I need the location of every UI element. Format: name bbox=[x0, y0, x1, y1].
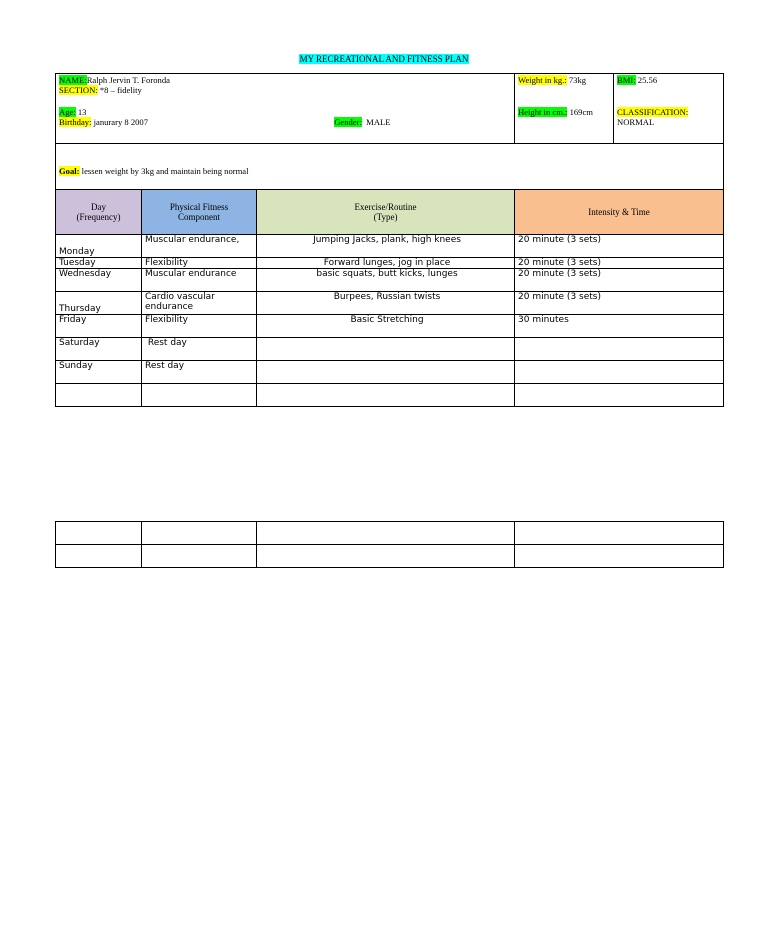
body-measurements-cell bbox=[515, 74, 614, 144]
exercise-cell: Jumping Jacks, plank, high knees bbox=[257, 235, 515, 258]
day-cell: Tuesday bbox=[56, 258, 142, 269]
fitness-plan-table bbox=[55, 73, 724, 407]
weight-label: Weight in kg.: bbox=[518, 75, 567, 85]
header-day bbox=[56, 190, 142, 235]
intensity-cell: 20 minute (3 sets) bbox=[515, 235, 724, 258]
section-value: *8 – fidelity bbox=[97, 85, 142, 95]
blank-cell bbox=[257, 545, 515, 568]
gender-label: Gender: bbox=[334, 117, 362, 127]
gender-value: MALE bbox=[361, 117, 391, 127]
day-cell: Friday bbox=[56, 315, 142, 338]
goal-row bbox=[56, 144, 724, 190]
exercise-cell: Forward lunges, jog in place bbox=[257, 258, 515, 269]
schedule-header-row bbox=[56, 190, 724, 235]
bmi-value: 25.56 bbox=[635, 75, 658, 85]
intensity-cell: 20 minute (3 sets) bbox=[515, 269, 724, 292]
section-label: SECTION: bbox=[59, 85, 98, 95]
blank-table bbox=[55, 521, 724, 568]
exercise-cell bbox=[257, 338, 515, 361]
age-value: 13 bbox=[75, 107, 87, 117]
goal-text: lessen weight by 3kg and maintain being normal bbox=[79, 166, 249, 176]
header-exercise bbox=[257, 190, 515, 235]
day-cell: Wednesday bbox=[56, 269, 142, 292]
component-cell: Rest day bbox=[142, 361, 257, 384]
header-component-label: Physical Fitness bbox=[169, 202, 229, 212]
blank-cell bbox=[56, 522, 142, 545]
blank-row bbox=[56, 545, 724, 568]
schedule-row bbox=[56, 235, 724, 258]
exercise-cell bbox=[257, 384, 515, 407]
schedule-row bbox=[56, 384, 724, 407]
intensity-cell: 30 minutes bbox=[515, 315, 724, 338]
schedule-row bbox=[56, 292, 724, 315]
component-cell: Muscular endurance, bbox=[142, 235, 257, 258]
name-label: NAME: bbox=[59, 75, 87, 85]
header-intensity-label: Intensity & Time bbox=[588, 207, 650, 217]
intensity-cell bbox=[515, 361, 724, 384]
blank-cell bbox=[257, 522, 515, 545]
classification-label: CLASSIFICATION: bbox=[617, 107, 689, 117]
component-cell bbox=[142, 384, 257, 407]
component-cell: Cardio vascular endurance bbox=[142, 292, 257, 315]
age-label: Age: bbox=[59, 107, 76, 117]
header-intensity bbox=[515, 190, 724, 235]
intensity-cell bbox=[515, 338, 724, 361]
blank-cell bbox=[515, 522, 724, 545]
blank-cell bbox=[142, 545, 257, 568]
component-cell: Flexibility bbox=[142, 258, 257, 269]
bmi-cell bbox=[614, 74, 724, 144]
blank-cell bbox=[142, 522, 257, 545]
schedule-row bbox=[56, 258, 724, 269]
page-title bbox=[0, 54, 768, 65]
weight-value: 73kg bbox=[566, 75, 587, 85]
goal-cell bbox=[56, 144, 724, 190]
schedule-row bbox=[56, 338, 724, 361]
header-exercise-sublabel: (Type) bbox=[373, 212, 398, 222]
header-exercise-label: Exercise/Routine bbox=[354, 202, 417, 212]
day-cell bbox=[56, 384, 142, 407]
exercise-cell: Burpees, Russian twists bbox=[257, 292, 515, 315]
schedule-row bbox=[56, 269, 724, 292]
birthday-label: Birthday: bbox=[59, 117, 92, 127]
intensity-cell bbox=[515, 384, 724, 407]
exercise-cell bbox=[257, 361, 515, 384]
day-cell: Saturday bbox=[56, 338, 142, 361]
name-value: Ralph Jervin T. Foronda bbox=[86, 75, 170, 85]
exercise-cell: Basic Stretching bbox=[257, 315, 515, 338]
page-title-text: MY RECREATIONAL AND FITNESS PLAN bbox=[299, 54, 469, 64]
intensity-cell: 20 minute (3 sets) bbox=[515, 258, 724, 269]
header-day-label: Day bbox=[91, 202, 106, 212]
day-cell: Monday bbox=[56, 235, 142, 258]
day-cell: Thursday bbox=[56, 292, 142, 315]
height-value: 169cm bbox=[567, 107, 593, 117]
exercise-cell: basic squats, butt kicks, lunges bbox=[257, 269, 515, 292]
blank-cell bbox=[56, 545, 142, 568]
component-cell: Flexibility bbox=[142, 315, 257, 338]
height-label: Height in cm.: bbox=[518, 107, 568, 117]
component-cell: Rest day bbox=[142, 338, 257, 361]
birthday-value: janurary 8 2007 bbox=[91, 117, 149, 127]
blank-row bbox=[56, 522, 724, 545]
intensity-cell: 20 minute (3 sets) bbox=[515, 292, 724, 315]
day-cell: Sunday bbox=[56, 361, 142, 384]
header-component bbox=[142, 190, 257, 235]
blank-cell bbox=[515, 545, 724, 568]
schedule-row bbox=[56, 315, 724, 338]
schedule-row bbox=[56, 361, 724, 384]
classification-value: NORMAL bbox=[617, 117, 655, 127]
profile-row bbox=[56, 74, 724, 144]
goal-label: Goal: bbox=[59, 166, 80, 176]
profile-cell bbox=[56, 74, 515, 144]
bmi-label: BMI: bbox=[617, 75, 636, 85]
header-component-sublabel: Component bbox=[178, 212, 220, 222]
component-cell: Muscular endurance bbox=[142, 269, 257, 292]
header-day-sublabel: (Frequency) bbox=[76, 212, 121, 222]
